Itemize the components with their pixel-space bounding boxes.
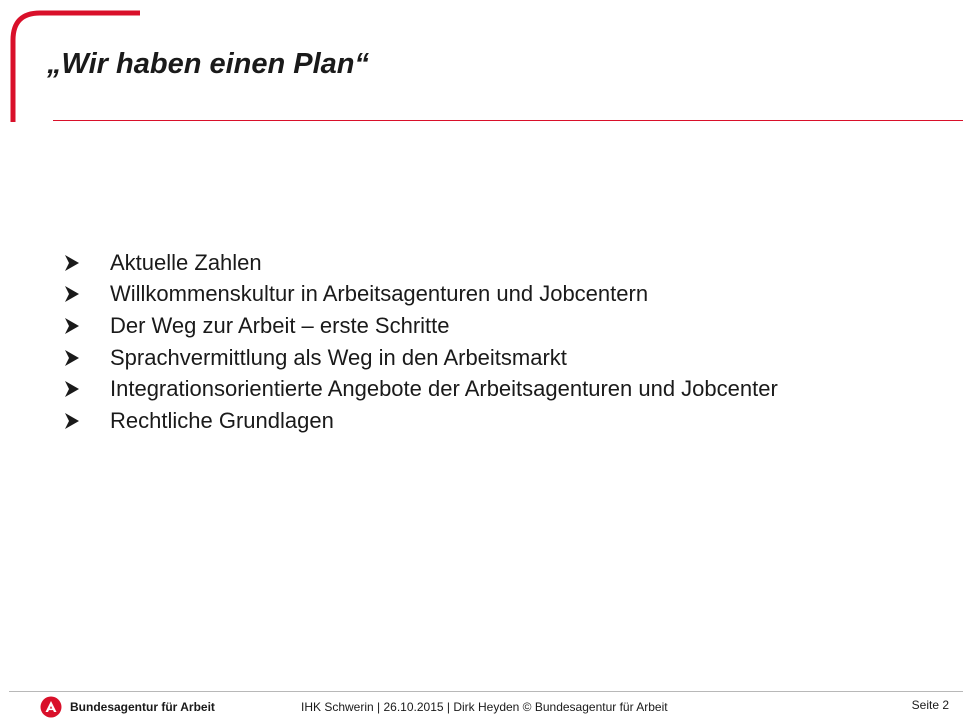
bullet-text: Der Weg zur Arbeit – erste Schritte — [110, 312, 450, 338]
bullet-text: Willkommenskultur in Arbeitsagenturen und Jobcentern — [110, 281, 649, 307]
logo-text: Bundesagentur für Arbeit — [70, 700, 215, 714]
footer-logo — [40, 696, 215, 718]
arrowhead-bullet-icon — [62, 348, 110, 368]
arrowhead-bullet-icon — [62, 253, 110, 273]
arrowhead-bullet-icon — [62, 284, 110, 304]
footer-divider — [9, 691, 963, 692]
bullet-text: Sprachvermittlung als Weg in den Arbeitsmarkt — [110, 344, 567, 370]
bundesagentur-logo-icon — [40, 696, 62, 718]
title-divider — [53, 120, 963, 121]
list-item — [62, 373, 778, 405]
arrowhead-bullet-icon — [62, 379, 110, 399]
list-item — [62, 279, 778, 311]
bullet-text: Rechtliche Grundlagen — [110, 407, 334, 433]
bullet-text: Aktuelle Zahlen — [110, 249, 262, 275]
slide-title: „Wir haben einen Plan“ — [47, 48, 370, 80]
list-item — [62, 310, 778, 342]
list-item — [62, 405, 778, 437]
arrowhead-bullet-icon — [62, 411, 110, 431]
arrowhead-bullet-icon — [62, 316, 110, 336]
list-item — [62, 247, 778, 279]
list-item — [62, 342, 778, 374]
footer-info: IHK Schwerin | 26.10.2015 | Dirk Heyden © Bundesagentur für Arbeit — [301, 700, 668, 714]
page-number: Seite 2 — [911, 698, 949, 712]
bullet-text: Integrationsorientierte Angebote der Arbeitsagenturen und Jobcenter — [110, 376, 778, 402]
bullet-list — [62, 247, 778, 437]
